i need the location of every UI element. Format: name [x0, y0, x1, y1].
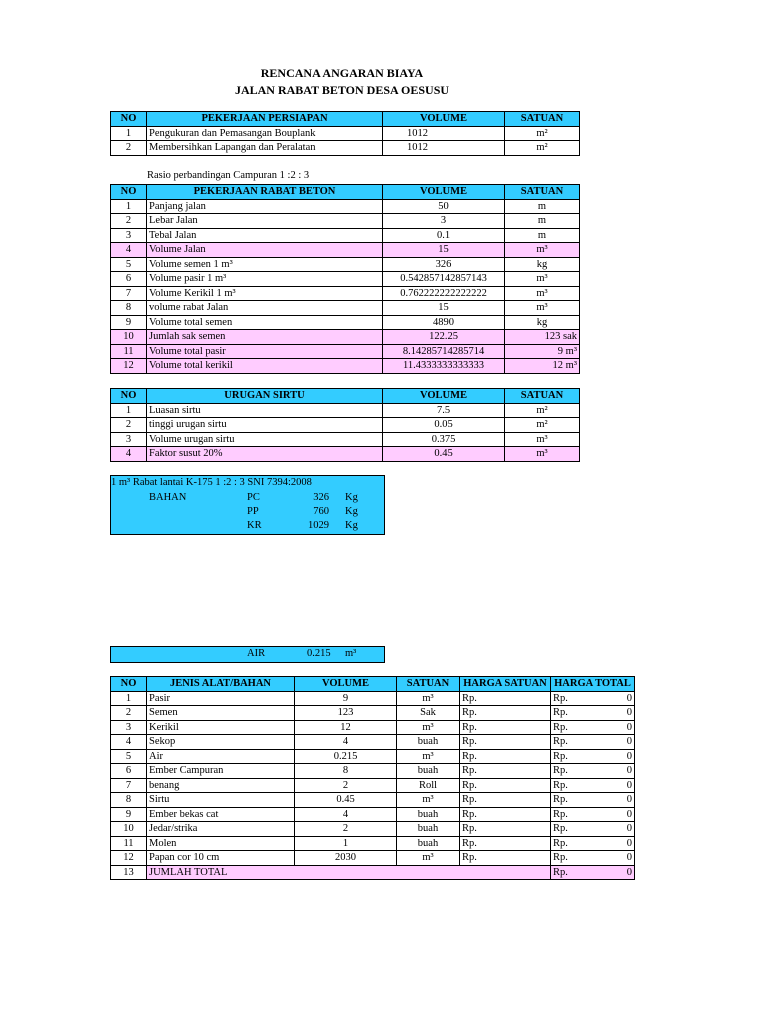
cell-no: 1 — [111, 199, 147, 214]
cell-unit: buah — [397, 836, 460, 851]
table-row — [111, 822, 635, 837]
cell-currency: Rp. — [551, 735, 571, 750]
cell-unit: m³ — [505, 432, 580, 447]
col-header-no: NO — [111, 677, 147, 692]
cell-currency: Rp. — [551, 720, 571, 735]
cell-item: Molen — [147, 836, 295, 851]
cell-no: 2 — [111, 706, 147, 721]
cell-item: Volume total kerikil — [147, 359, 383, 374]
table-row — [111, 286, 580, 301]
mix-value: 760 — [313, 506, 329, 517]
col-header-satuan: SATUAN — [505, 112, 580, 127]
table-header-row — [111, 112, 580, 127]
col-header-harga-total: HARGA TOTAL — [551, 677, 635, 692]
cell-item: Semen — [147, 706, 295, 721]
cell-no: 1 — [111, 126, 147, 141]
cell-currency: Rp. — [551, 851, 571, 866]
cell-no: 4 — [111, 735, 147, 750]
document-title: RENCANA ANGARAN BIAYA — [260, 66, 424, 80]
cell-harga-satuan: Rp. — [460, 807, 551, 822]
cell-no: 6 — [111, 764, 147, 779]
table-row — [111, 403, 580, 418]
col-header-no: NO — [111, 185, 147, 200]
cell-harga-satuan: Rp. — [460, 706, 551, 721]
cell-unit: m — [505, 228, 580, 243]
cell-volume: 2030 — [295, 851, 397, 866]
table-row — [111, 330, 580, 345]
mix-code: PP — [247, 506, 259, 517]
cell-no: 9 — [111, 315, 147, 330]
cell-harga-total: 0 — [571, 822, 635, 837]
cell-currency: Rp. — [551, 764, 571, 779]
cell-harga-satuan: Rp. — [460, 778, 551, 793]
cell-item: benang — [147, 778, 295, 793]
col-header-volume: VOLUME — [383, 185, 505, 200]
cell-no: 3 — [111, 432, 147, 447]
cell-unit: m² — [505, 418, 580, 433]
cell-item: Pasir — [147, 691, 295, 706]
bahan-label: BAHAN — [149, 492, 187, 503]
cell-currency: Rp. — [551, 793, 571, 808]
cell-harga-satuan: Rp. — [460, 735, 551, 750]
cell-harga-total: 0 — [571, 749, 635, 764]
cell-harga-total: 0 — [571, 807, 635, 822]
cell-item: Ember Campuran — [147, 764, 295, 779]
cell-currency: Rp. — [551, 836, 571, 851]
cell-item: Lebar Jalan — [147, 214, 383, 229]
col-header-satuan: SATUAN — [505, 185, 580, 200]
cell-currency: Rp. — [551, 691, 571, 706]
cell-no: 12 — [111, 851, 147, 866]
cell-no: 1 — [111, 691, 147, 706]
table-row — [111, 228, 580, 243]
cell-item: Volume Jalan — [147, 243, 383, 258]
cell-item: Tebal Jalan — [147, 228, 383, 243]
table-row — [111, 199, 580, 214]
cell-unit: buah — [397, 764, 460, 779]
cell-harga-total: 0 — [571, 735, 635, 750]
cell-no: 4 — [111, 447, 147, 462]
table-row — [111, 418, 580, 433]
cell-currency: Rp. — [551, 749, 571, 764]
col-header-pekerjaan: PEKERJAAN PERSIAPAN — [147, 112, 383, 127]
col-header-urugan: URUGAN SIRTU — [147, 389, 383, 404]
cell-volume: 1012 — [383, 141, 505, 156]
cell-harga-total: 0 — [571, 851, 635, 866]
cell-harga-total: 0 — [571, 836, 635, 851]
cell-no: 6 — [111, 272, 147, 287]
col-header-no: NO — [111, 389, 147, 404]
cell-harga-total: 0 — [571, 720, 635, 735]
cell-harga-total: 0 — [571, 793, 635, 808]
mix-code: KR — [247, 520, 262, 531]
cell-unit: Sak — [397, 706, 460, 721]
cell-unit: m³ — [505, 243, 580, 258]
cell-item: volume rabat Jalan — [147, 301, 383, 316]
cell-unit: kg — [505, 257, 580, 272]
cell-volume: 326 — [383, 257, 505, 272]
cell-item: Jedar/strika — [147, 822, 295, 837]
table-header-row — [111, 185, 580, 200]
col-header-satuan: SATUAN — [505, 389, 580, 404]
cell-volume: 15 — [383, 301, 505, 316]
cell-no: 7 — [111, 778, 147, 793]
total-label: JUMLAH TOTAL — [147, 865, 551, 880]
cell-volume: 0.762222222222222 — [383, 286, 505, 301]
cell-volume: 50 — [383, 199, 505, 214]
table-header-row — [111, 389, 580, 404]
table-row — [111, 720, 635, 735]
total-row — [111, 865, 635, 880]
cell-harga-satuan: Rp. — [460, 720, 551, 735]
cell-volume: 0.1 — [383, 228, 505, 243]
cell-item: Sirtu — [147, 793, 295, 808]
cell-unit: m³ — [397, 691, 460, 706]
cell-no: 2 — [111, 214, 147, 229]
cell-volume: 8 — [295, 764, 397, 779]
cell-item: tinggi urugan sirtu — [147, 418, 383, 433]
cell-item: Air — [147, 749, 295, 764]
cell-no: 11 — [111, 836, 147, 851]
cell-item: Ember bekas cat — [147, 807, 295, 822]
table-row — [111, 851, 635, 866]
cell-unit: buah — [397, 735, 460, 750]
cell-unit: m² — [505, 141, 580, 156]
cell-volume: 4890 — [383, 315, 505, 330]
cell-item: Jumlah sak semen — [147, 330, 383, 345]
cell-item: Kerikil — [147, 720, 295, 735]
cell-unit: 123 sak — [505, 330, 580, 345]
table-row — [111, 749, 635, 764]
cell-harga-satuan: Rp. — [460, 822, 551, 837]
table-row — [111, 344, 580, 359]
table-row — [111, 706, 635, 721]
cell-currency: Rp. — [551, 778, 571, 793]
cell-harga-satuan: Rp. — [460, 691, 551, 706]
cell-unit: buah — [397, 807, 460, 822]
cell-volume: 1 — [295, 836, 397, 851]
cell-no: 5 — [111, 257, 147, 272]
col-header-volume: VOLUME — [383, 389, 505, 404]
cell-volume: 0.05 — [383, 418, 505, 433]
cell-volume: 7.5 — [383, 403, 505, 418]
table-row — [111, 836, 635, 851]
cell-no: 10 — [111, 822, 147, 837]
air-unit: m³ — [345, 648, 357, 659]
table-row — [111, 126, 580, 141]
cell-item: Volume urugan sirtu — [147, 432, 383, 447]
col-header-pekerjaan: PEKERJAAN RABAT BETON — [147, 185, 383, 200]
cell-volume: 3 — [383, 214, 505, 229]
cell-no: 2 — [111, 418, 147, 433]
table-rabat-beton — [110, 184, 580, 374]
cell-item: Papan cor 10 cm — [147, 851, 295, 866]
col-header-no: NO — [111, 112, 147, 127]
table-row — [111, 793, 635, 808]
air-box — [110, 646, 385, 663]
cell-volume: 8.14285714285714 — [383, 344, 505, 359]
col-header-volume: VOLUME — [295, 677, 397, 692]
table-urugan-sirtu — [110, 388, 580, 462]
mix-value: 1029 — [308, 520, 329, 531]
cell-currency: Rp. — [551, 807, 571, 822]
table-row — [111, 214, 580, 229]
cell-unit: m³ — [505, 286, 580, 301]
cell-harga-total: 0 — [571, 764, 635, 779]
table-row — [111, 272, 580, 287]
cell-volume: 0.542857142857143 — [383, 272, 505, 287]
cell-no: 2 — [111, 141, 147, 156]
cell-volume: 15 — [383, 243, 505, 258]
cell-no: 7 — [111, 286, 147, 301]
cell-harga-satuan: Rp. — [460, 764, 551, 779]
col-header-harga-satuan: HARGA SATUAN — [460, 677, 551, 692]
cell-unit: m² — [505, 126, 580, 141]
cell-no: 5 — [111, 749, 147, 764]
ratio-note: Rasio perbandingan Campuran 1 :2 : 3 — [147, 170, 310, 181]
table-row — [111, 257, 580, 272]
cell-harga-total: 0 — [571, 778, 635, 793]
cell-unit: kg — [505, 315, 580, 330]
cell-item: Volume total semen — [147, 315, 383, 330]
table-row — [111, 315, 580, 330]
cell-no: 4 — [111, 243, 147, 258]
cell-volume: 2 — [295, 778, 397, 793]
cell-unit: m — [505, 214, 580, 229]
cell-volume: 9 — [295, 691, 397, 706]
cell-volume: 12 — [295, 720, 397, 735]
cell-harga-satuan: Rp. — [460, 749, 551, 764]
table-row — [111, 243, 580, 258]
table-row — [111, 141, 580, 156]
cell-unit: buah — [397, 822, 460, 837]
table-row — [111, 691, 635, 706]
cell-volume: 0.375 — [383, 432, 505, 447]
cell-item: Luasan sirtu — [147, 403, 383, 418]
cell-no: 3 — [111, 228, 147, 243]
cell-item: Membersihkan Lapangan dan Peralatan — [147, 141, 383, 156]
mix-unit: Kg — [345, 506, 358, 517]
cell-no: 1 — [111, 403, 147, 418]
cell-volume: 4 — [295, 807, 397, 822]
cell-volume: 2 — [295, 822, 397, 837]
cell-currency: Rp. — [551, 706, 571, 721]
cell-unit: Roll — [397, 778, 460, 793]
cell-volume: 123 — [295, 706, 397, 721]
cell-item: Panjang jalan — [147, 199, 383, 214]
cell-volume: 4 — [295, 735, 397, 750]
cell-unit: m — [505, 199, 580, 214]
cell-item: Volume total pasir — [147, 344, 383, 359]
cell-item: Volume semen 1 m³ — [147, 257, 383, 272]
cell-unit: m³ — [505, 301, 580, 316]
cell-harga-satuan: Rp. — [460, 793, 551, 808]
col-header-jenis: JENIS ALAT/BAHAN — [147, 677, 295, 692]
cell-harga-total: 0 — [571, 691, 635, 706]
cell-item: Sekop — [147, 735, 295, 750]
cell-unit: m³ — [505, 272, 580, 287]
table-persiapan — [110, 111, 580, 156]
cell-unit: 12 m³ — [505, 359, 580, 374]
cell-currency: Rp. — [551, 822, 571, 837]
mix-unit: Kg — [345, 520, 358, 531]
cell-item: Volume pasir 1 m³ — [147, 272, 383, 287]
cell-volume: 0.215 — [295, 749, 397, 764]
cell-no: 13 — [111, 865, 147, 880]
document-subtitle: JALAN RABAT BETON DESA OESUSU — [234, 83, 450, 97]
cell-unit: m³ — [397, 749, 460, 764]
cell-unit: 9 m³ — [505, 344, 580, 359]
table-row — [111, 359, 580, 374]
air-label: AIR — [247, 648, 266, 659]
cell-no: 12 — [111, 359, 147, 374]
cell-volume: 11.4333333333333 — [383, 359, 505, 374]
cell-unit: m³ — [505, 447, 580, 462]
cell-unit: m³ — [397, 851, 460, 866]
cell-volume: 0.45 — [295, 793, 397, 808]
cell-unit: m³ — [397, 720, 460, 735]
table-row — [111, 735, 635, 750]
table-row — [111, 764, 635, 779]
cell-volume: 0.45 — [383, 447, 505, 462]
cell-no: 9 — [111, 807, 147, 822]
mix-unit: Kg — [345, 492, 358, 503]
cell-volume: 1012 — [383, 126, 505, 141]
cell-item: Faktor susut 20% — [147, 447, 383, 462]
cell-harga-total: 0 — [571, 706, 635, 721]
col-header-volume: VOLUME — [383, 112, 505, 127]
cell-harga-satuan: Rp. — [460, 851, 551, 866]
cell-unit: m³ — [397, 793, 460, 808]
total-value: 0 — [571, 865, 635, 880]
table-alat-bahan — [110, 676, 635, 880]
cell-no: 8 — [111, 301, 147, 316]
table-row — [111, 807, 635, 822]
cell-no: 8 — [111, 793, 147, 808]
col-header-satuan: SATUAN — [397, 677, 460, 692]
total-currency: Rp. — [551, 865, 571, 880]
cell-no: 11 — [111, 344, 147, 359]
cell-volume: 122.25 — [383, 330, 505, 345]
air-value: 0.215 — [307, 648, 331, 659]
cell-no: 10 — [111, 330, 147, 345]
table-row — [111, 432, 580, 447]
mix-heading: 1 m³ Rabat lantai K-175 1 :2 : 3 SNI 7394:2008 — [111, 477, 312, 488]
mix-value: 326 — [313, 492, 329, 503]
table-header-row — [111, 677, 635, 692]
cell-harga-satuan: Rp. — [460, 836, 551, 851]
cell-item: Pengukuran dan Pemasangan Bouplank — [147, 126, 383, 141]
mix-composition-box — [110, 475, 385, 535]
cell-no: 3 — [111, 720, 147, 735]
cell-unit: m² — [505, 403, 580, 418]
table-row — [111, 301, 580, 316]
cell-item: Volume Kerikil 1 m³ — [147, 286, 383, 301]
table-row — [111, 447, 580, 462]
mix-code: PC — [247, 492, 260, 503]
table-row — [111, 778, 635, 793]
